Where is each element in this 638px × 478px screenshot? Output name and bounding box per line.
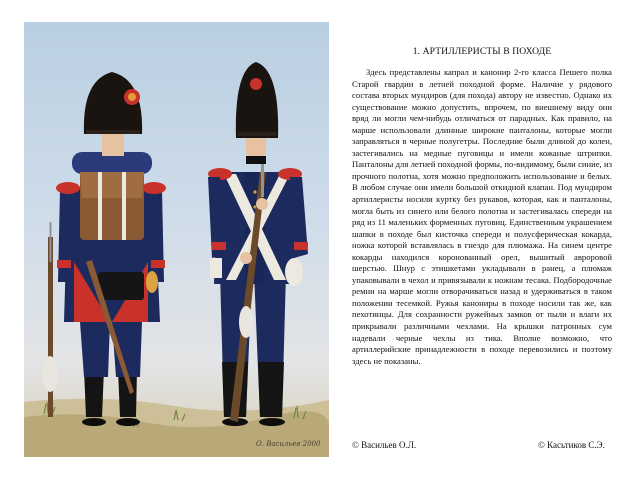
bearskin-cap <box>236 62 278 138</box>
soldier-front-view <box>208 62 308 426</box>
illustration-plate <box>24 22 329 457</box>
artist-signature: О. Васильев 2000 <box>256 440 321 448</box>
text-column <box>352 46 612 367</box>
cartridge-pouch <box>98 272 144 300</box>
soldiers-illustration <box>24 22 329 457</box>
section-heading: 1. АРТИЛЛЕРИСТЫ В ПОХОДЕ <box>412 46 552 57</box>
body-paragraph: Здесь представлены капрал и канонир 2-го класса Пешего полка Старой гвардии в летней походной форме. Наличие у рядового состава вторых мундиров (для похода) автору не известно. Однако их существование можно допустить, впрочем, по внешнему виду они вряд ли могли чем-нибудь отличаться от парадных. Как правило, на марше использовали длинные широкие панталоны, которые могли заправляться в черные полугетры. Последние были длиной до колен, застегивались на медные пуговицы и имели кожаные штрипки. Панталоны для летней походной формы, по-видимому, были синие, из прочного полотна, хотя можно предположить использование и белых. В любом случае они имели большой откидной клапан. Под мундиром артиллеристы носили куртку без рукавов, которая, как и панталоны, могла быть из синего или белого полотна и застегивалась спереди на ряд из 11 маленьких форменных пуговиц. Единственным украшением шапки в походе был кисточка спереди и полусферическая кокарда, ножка которой вставлялась в гнездо для плюмажа. На синем центре кокарды находился коронованный орел, вышитый авроровой шерстью. Шнур с этишкетами укладывали в ранец, а плюмаж упаковывали в чехол и привязывали к ножнам тесака. Подбородочные ремни на марше могли отворачиваться назад и удерживаться в таком положении тесемкой. Ружья канониры в походе носили так же, как пехотинцы. Для сохранности ружейных замков от пыли и влаги их прикрывали различными чехлами. На крышки патронных сум надевали черные чехлы из тика. Вполне возможно, что артиллерийские принадлежности в походе перевозились и поэтому здесь не показаны. <box>352 67 612 366</box>
lock-cover <box>42 356 58 392</box>
soldier-back-view <box>42 72 166 426</box>
credit-coauthor: © Касьтиков С.Э. <box>538 440 605 450</box>
credit-author: © Васильев О.Л. <box>352 440 417 450</box>
